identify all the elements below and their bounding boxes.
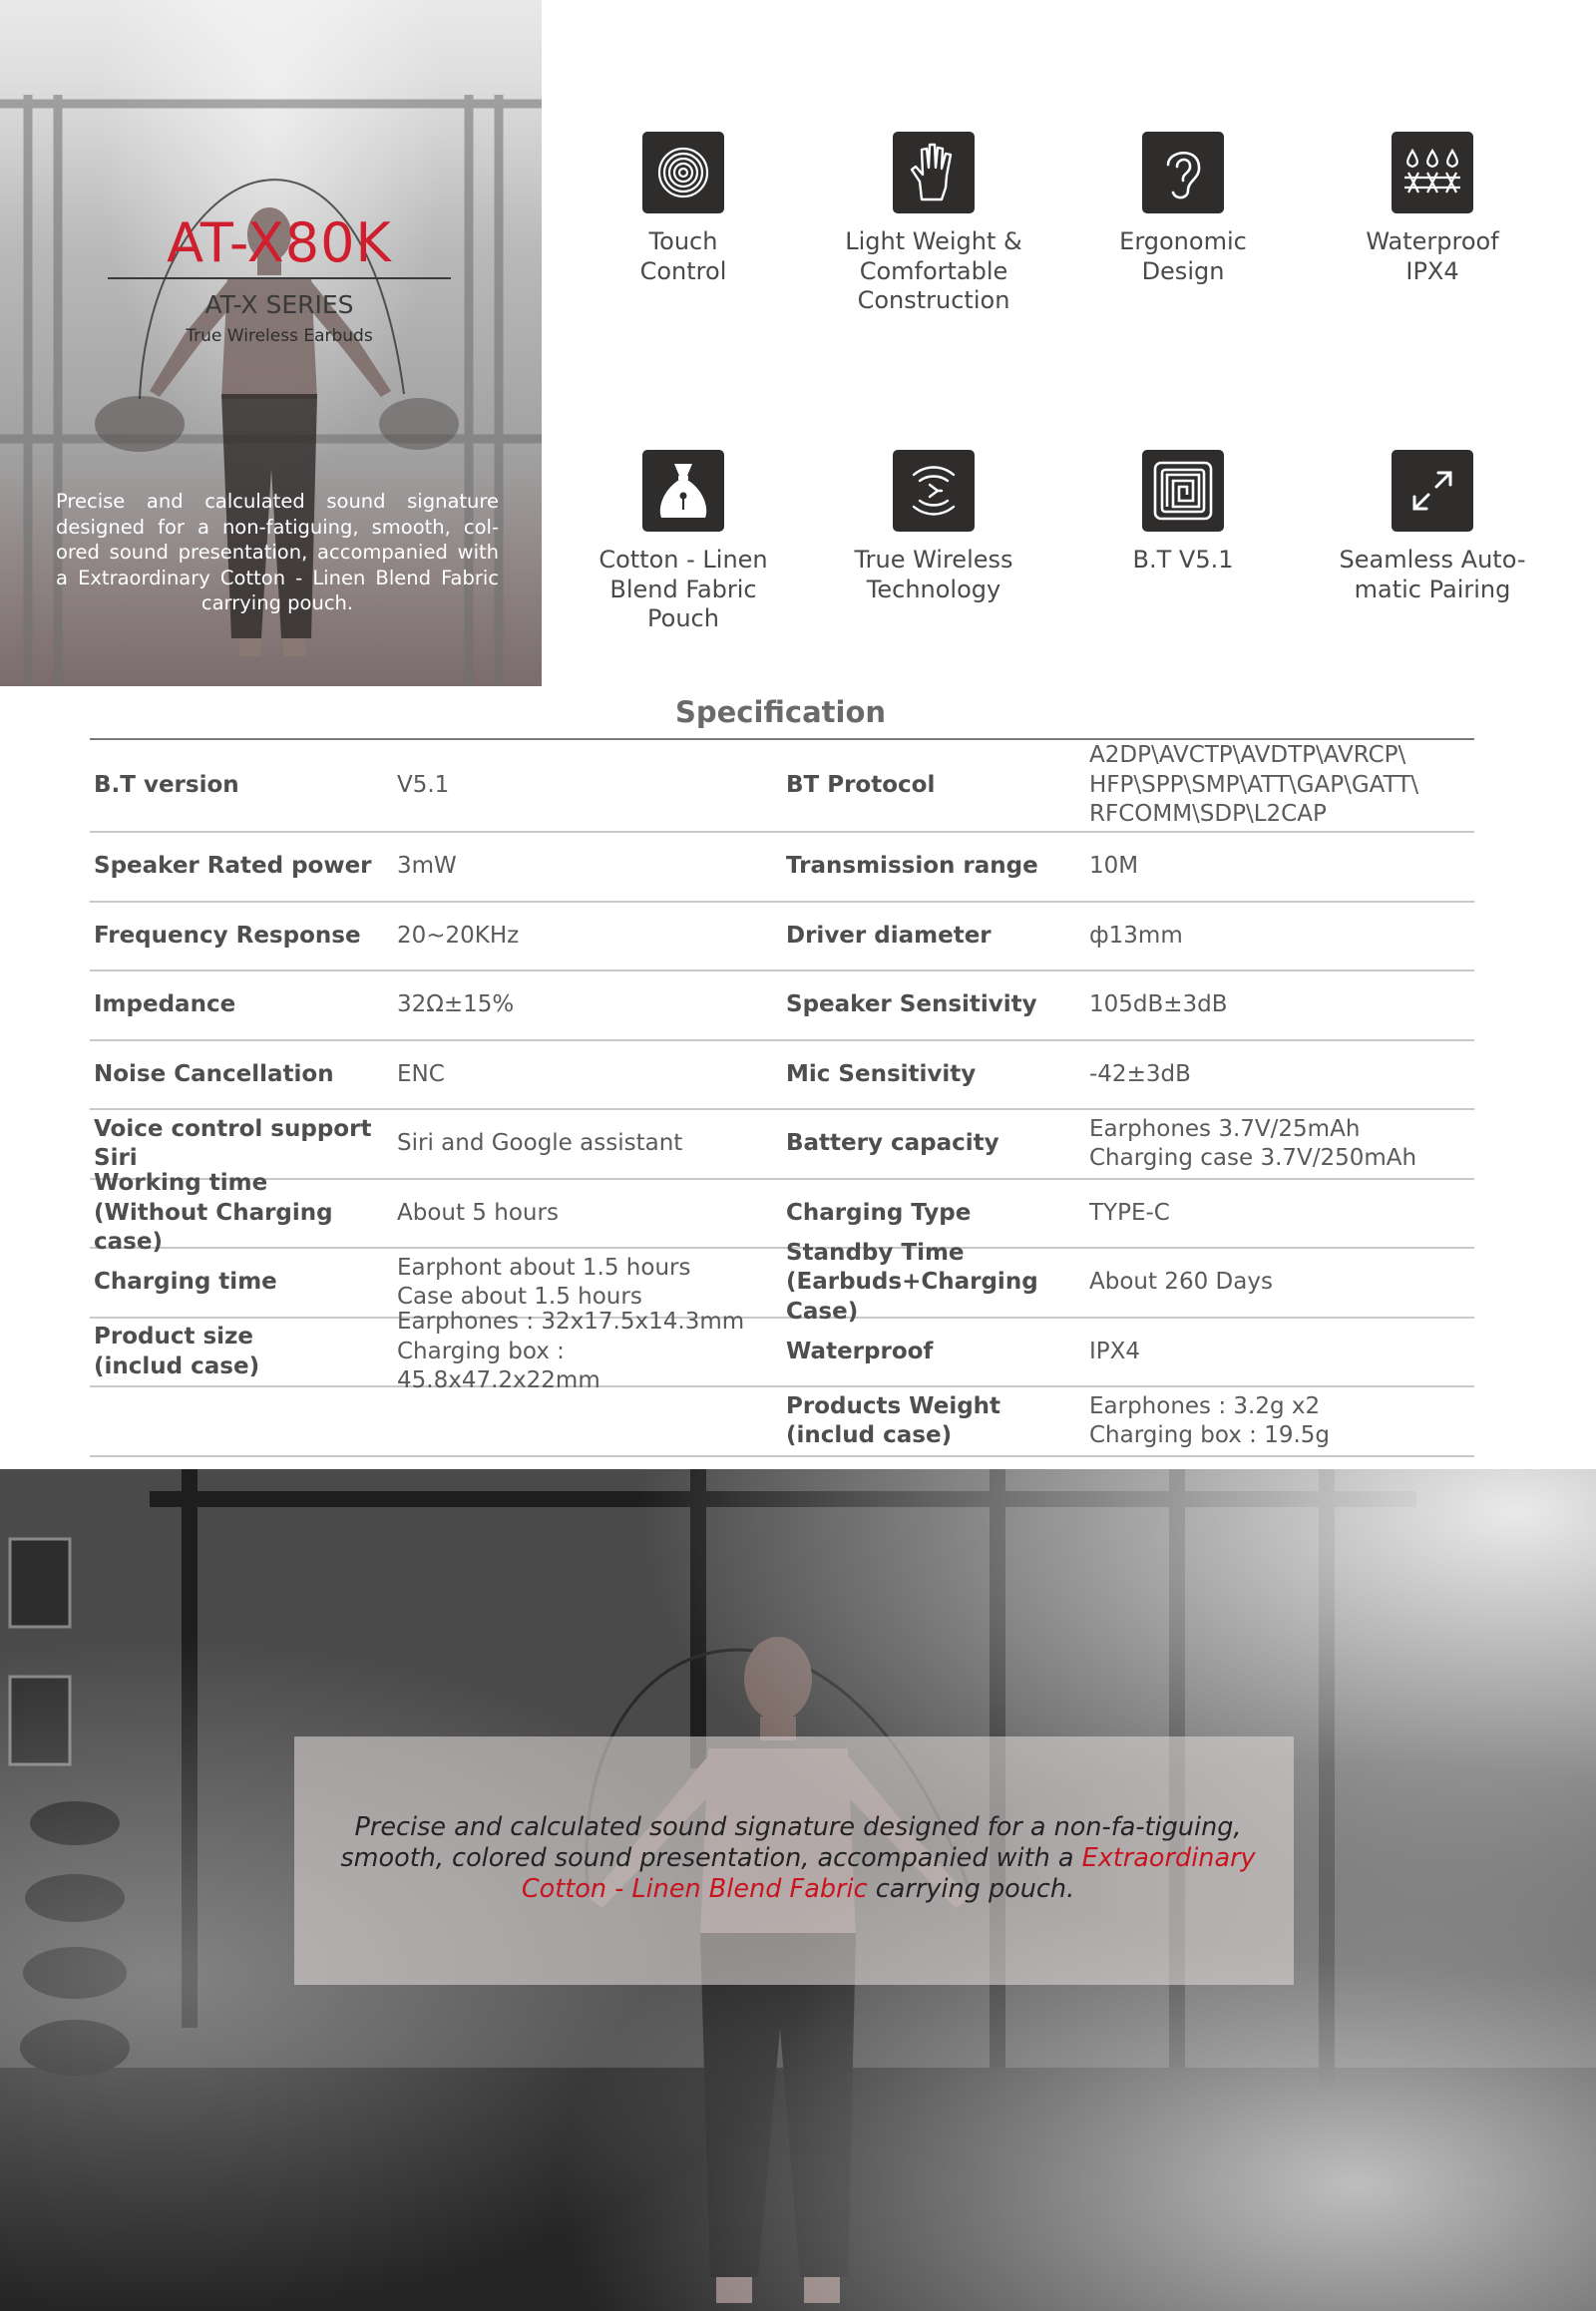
spec-label: Speaker Sensitivity [786, 991, 1037, 1018]
chip-icon [1142, 450, 1224, 532]
spec-value: Earphones : 32x17.5x14.3mm Charging box : 45.8x47.2x22mm [397, 1309, 745, 1394]
spec-value: 20~20KHz [397, 922, 520, 949]
spec-label: Waterproof [786, 1338, 934, 1364]
product-quote [329, 1812, 1267, 1905]
quote-accent-text: Extraordinary Cotton - Linen Blend Fabric [521, 1843, 1256, 1904]
spec-value: 105dB±3dB [1089, 991, 1228, 1018]
feature-light-weight [829, 132, 1038, 316]
spec-label: Product size (includ case) [94, 1324, 260, 1379]
spec-value: IPX4 [1089, 1338, 1141, 1364]
spec-value: Siri and Google assistant [397, 1130, 683, 1157]
expand-arrows-icon [1392, 450, 1473, 532]
spec-label: Mic Sensitivity [786, 1060, 977, 1087]
spec-label: Charging Type [786, 1199, 972, 1226]
table-row [90, 1041, 1474, 1110]
spec-label: Standby Time (Earbuds+Charging Case) [786, 1239, 1038, 1325]
spec-value: About 5 hours [397, 1199, 559, 1226]
water-drops-icon [1392, 132, 1473, 213]
hand-icon [893, 132, 975, 213]
spec-label: Voice control support Siri [94, 1115, 372, 1171]
feature-label: Waterproof IPX4 [1366, 227, 1499, 285]
spec-value: 3mW [397, 853, 457, 880]
spec-value: Earphones 3.7V/25mAh Charging case 3.7V/250mAh [1089, 1115, 1417, 1171]
product-subtitle: True Wireless Earbuds [186, 326, 373, 346]
feature-waterproof [1328, 132, 1537, 286]
table-row [90, 833, 1474, 903]
spec-label [94, 1387, 393, 1455]
feature-touch-control [579, 132, 788, 286]
feature-label: Seamless Auto- matic Pairing [1339, 546, 1526, 603]
spec-value: 32Ω±15% [397, 991, 515, 1018]
feature-label: Ergonomic Design [1119, 227, 1247, 285]
spec-label: Driver diameter [786, 922, 992, 949]
quote-text-end: carrying pouch. [867, 1874, 1075, 1904]
spec-value: ENC [397, 1060, 445, 1087]
feature-ergonomic [1078, 132, 1288, 286]
wireless-icon [893, 450, 975, 532]
feature-pouch [579, 450, 788, 634]
table-row [90, 740, 1474, 833]
quote-text: Precise and calculated sound signature designed for a non-fa-tiguing, smooth, colored sound presentation, accompanied with a [340, 1812, 1242, 1873]
spec-value: Earphont about 1.5 hours Case about 1.5 hours [397, 1254, 691, 1310]
product-series: AT-X SERIES [204, 290, 354, 319]
spec-value: 10M [1089, 853, 1139, 880]
spec-label: Impedance [94, 991, 236, 1018]
hero-panel [0, 0, 542, 686]
spec-value: -42±3dB [1089, 1060, 1191, 1087]
table-row [90, 1239, 1474, 1325]
spec-label: Battery capacity [786, 1130, 999, 1157]
spec-value: ф13mm [1089, 922, 1183, 949]
spec-label: Charging time [94, 1269, 277, 1296]
table-row [90, 903, 1474, 971]
spec-label: Noise Cancellation [94, 1060, 334, 1087]
product-model: AT-X80K [167, 211, 392, 274]
feature-true-wireless [829, 450, 1038, 604]
spec-label: Transmission range [786, 853, 1038, 880]
table-row [90, 1309, 1474, 1394]
title-divider [108, 277, 451, 279]
spec-title: Specification [674, 695, 887, 729]
spec-value [397, 1387, 766, 1455]
feature-label: Touch Control [639, 227, 727, 285]
fingerprint-icon [642, 132, 724, 213]
bottom-photo-panel [0, 1469, 1596, 2311]
feature-label: True Wireless Technology [854, 546, 1013, 603]
spec-label: B.T version [94, 771, 239, 798]
table-row [90, 1170, 1474, 1256]
feature-label: B.T V5.1 [1132, 546, 1234, 574]
spec-value: V5.1 [397, 771, 450, 798]
spec-label: Frequency Response [94, 922, 361, 949]
pouch-icon [642, 450, 724, 532]
spec-value: A2DP\AVCTP\AVDTP\AVRCP\ HFP\SPP\SMP\ATT\GAP\GATT\ RFCOMM\SDP\L2CAP [1089, 742, 1419, 828]
feature-auto-pairing [1328, 450, 1537, 604]
spec-label: Speaker Rated power [94, 853, 372, 880]
spec-value: About 260 Days [1089, 1269, 1273, 1296]
spec-value: TYPE-C [1089, 1199, 1170, 1226]
ear-icon [1142, 132, 1224, 213]
spec-label: BT Protocol [786, 771, 936, 798]
feature-bt-version [1078, 450, 1288, 576]
spec-label: Products Weight (includ case) [786, 1392, 1001, 1448]
spec-value: Earphones : 3.2g x2 Charging box : 19.5g [1089, 1392, 1331, 1448]
feature-label: Light Weight & Comfortable Construction [845, 227, 1022, 314]
feature-label: Cotton - Linen Blend Fabric Pouch [598, 546, 768, 632]
product-description: Precise and calculated sound signature designed for a non-fatiguing, smooth, col-ored sound presentation, accompanied with a Extraordinary Cotton - Linen Blend Fabric carrying pouch. [56, 490, 499, 614]
table-row [90, 1387, 1474, 1457]
spec-label: Working time (Without Charging case) [94, 1170, 333, 1256]
table-row [90, 971, 1474, 1041]
